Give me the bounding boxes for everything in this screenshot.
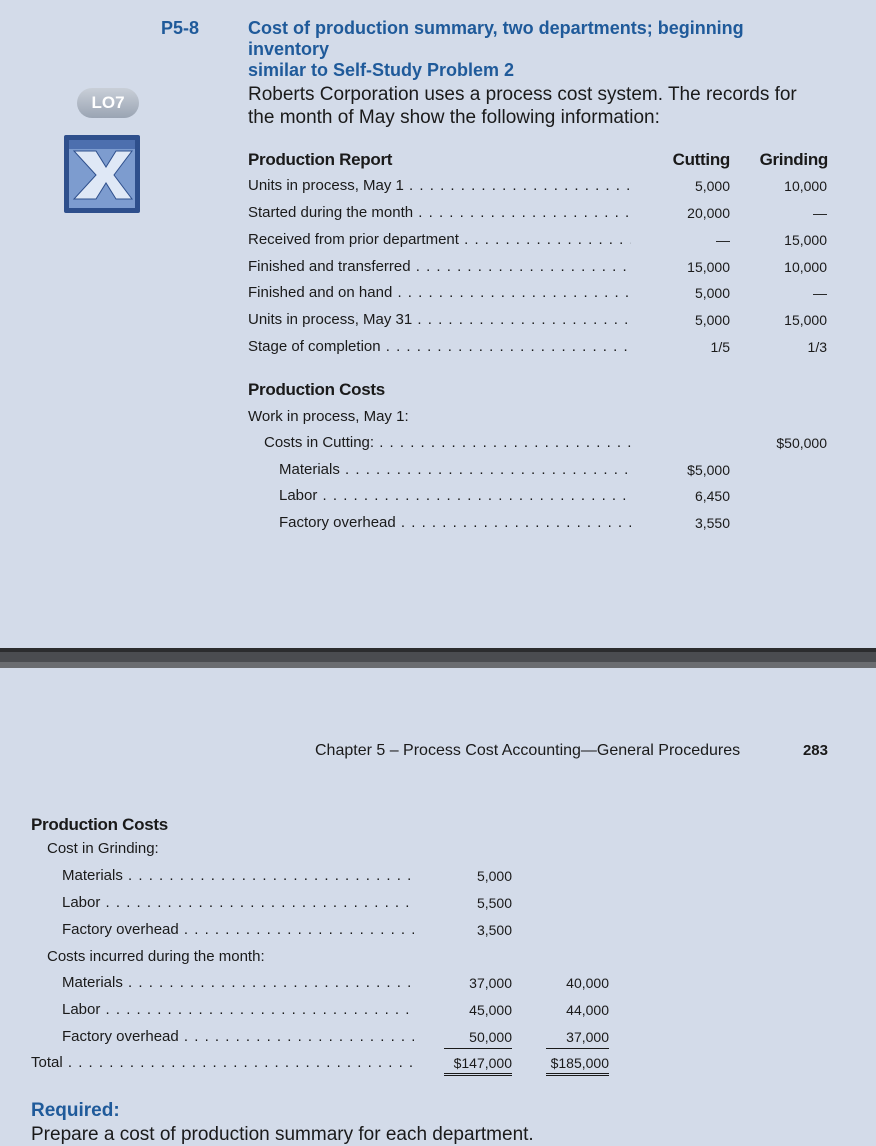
incurred-cost-col2: 44,000 [566,1002,609,1018]
problem-title-line1: Cost of production summary, two departments; beginning [248,18,744,38]
costs-in-cutting-row [0,430,876,456]
report-row-cutting: 20,000 [687,205,730,221]
report-row-grinding: 10,000 [784,259,827,275]
chapter-title: Chapter 5 – Process Cost Accounting—General Procedures [315,742,741,759]
incurred-cost-col2: 40,000 [566,975,609,991]
report-row-grinding: 15,000 [784,312,827,328]
report-row-label: Started during the month [248,204,414,221]
grinding-cost-col1: 3,500 [476,922,512,938]
production-costs-heading-bottom: Production Costs [31,815,168,834]
incurred-cost-col1: 50,000 [444,1026,512,1049]
report-row [0,334,876,360]
incurred-cost-row [0,1024,876,1050]
col-grinding-header: Grinding [759,150,828,169]
total-row [0,1050,876,1076]
page-divider [0,648,876,668]
report-row-label: Received from prior department [248,231,459,248]
report-row [0,200,876,226]
report-row [0,173,876,199]
wip-label: Work in process, May 1: [248,408,409,425]
costs-in-cutting-total: $50,000 [776,435,827,451]
grinding-cost-col1: 5,000 [476,868,512,884]
report-row-grinding: 10,000 [784,178,827,194]
report-row-grinding: — [813,205,827,221]
col-cutting-header: Cutting [672,150,730,169]
report-row-cutting: 15,000 [687,259,730,275]
grinding-cost-row [0,917,876,943]
report-row-cutting: 5,000 [694,285,730,301]
cutting-cost-label: Factory overhead [279,514,396,531]
grinding-cost-label: Labor [62,894,101,911]
incurred-cost-col1: 45,000 [469,1002,512,1018]
incurred-cost-col1: 37,000 [469,975,512,991]
required-text: Prepare a cost of production summary for each department. [31,1124,534,1145]
cutting-cost-label: Labor [279,487,318,504]
incurred-cost-row [0,997,876,1023]
required-heading: Required: [31,1100,120,1121]
total-label: Total [31,1054,63,1071]
report-row-cutting: 5,000 [694,178,730,194]
grinding-cost-label: Factory overhead [62,921,179,938]
problem-number: P5-8 [161,18,200,38]
grinding-cost-row [0,863,876,889]
problem-title-line2: inventory [248,39,330,59]
report-row-label: Units in process, May 1 [248,177,404,194]
cutting-cost-value: $5,000 [687,462,730,478]
cutting-cost-value: 6,450 [694,488,730,504]
total-col2: $185,000 [546,1053,609,1076]
grinding-cost-row [0,890,876,916]
costs-incurred-label: Costs incurred during the month: [47,948,265,965]
incurred-cost-label: Labor [62,1001,101,1018]
cutting-cost-label: Materials [279,461,340,478]
cutting-cost-row [0,483,876,509]
report-row-cutting: — [716,232,730,248]
report-row-grinding: 15,000 [784,232,827,248]
intro-line2: the month of May show the following information: [248,107,660,128]
report-row-label: Stage of completion [248,338,381,355]
report-row [0,280,876,306]
intro-line1: Roberts Corporation uses a process cost system. The records for [248,84,797,105]
incurred-cost-row [0,970,876,996]
report-row-label: Finished and transferred [248,258,411,275]
cutting-cost-row [0,457,876,483]
report-row [0,227,876,253]
cost-in-grinding-label: Cost in Grinding: [47,840,159,857]
report-row [0,307,876,333]
incurred-cost-label: Materials [62,974,123,991]
total-col1: $147,000 [444,1053,512,1076]
grinding-cost-label: Materials [62,867,123,884]
grinding-cost-col1: 5,500 [476,895,512,911]
problem-subtitle: similar to Self-Study Problem 2 [248,60,515,80]
cutting-cost-value: 3,550 [694,515,730,531]
costs-in-cutting-label: Costs in Cutting: [264,434,375,451]
report-row-label: Finished and on hand [248,284,393,301]
incurred-cost-label: Factory overhead [62,1028,179,1045]
production-report-heading: Production Report [248,150,393,169]
report-row-grinding: — [813,285,827,301]
report-row-grinding: 1/3 [807,339,827,355]
cutting-cost-row [0,510,876,536]
incurred-cost-col2: 37,000 [546,1026,609,1049]
report-row-label: Units in process, May 31 [248,311,413,328]
learning-objective-badge: LO7 [77,88,139,118]
report-row-cutting: 1/5 [710,339,730,355]
production-costs-heading: Production Costs [248,380,385,399]
report-row-cutting: 5,000 [694,312,730,328]
report-row [0,254,876,280]
page-number: 283 [802,742,828,759]
